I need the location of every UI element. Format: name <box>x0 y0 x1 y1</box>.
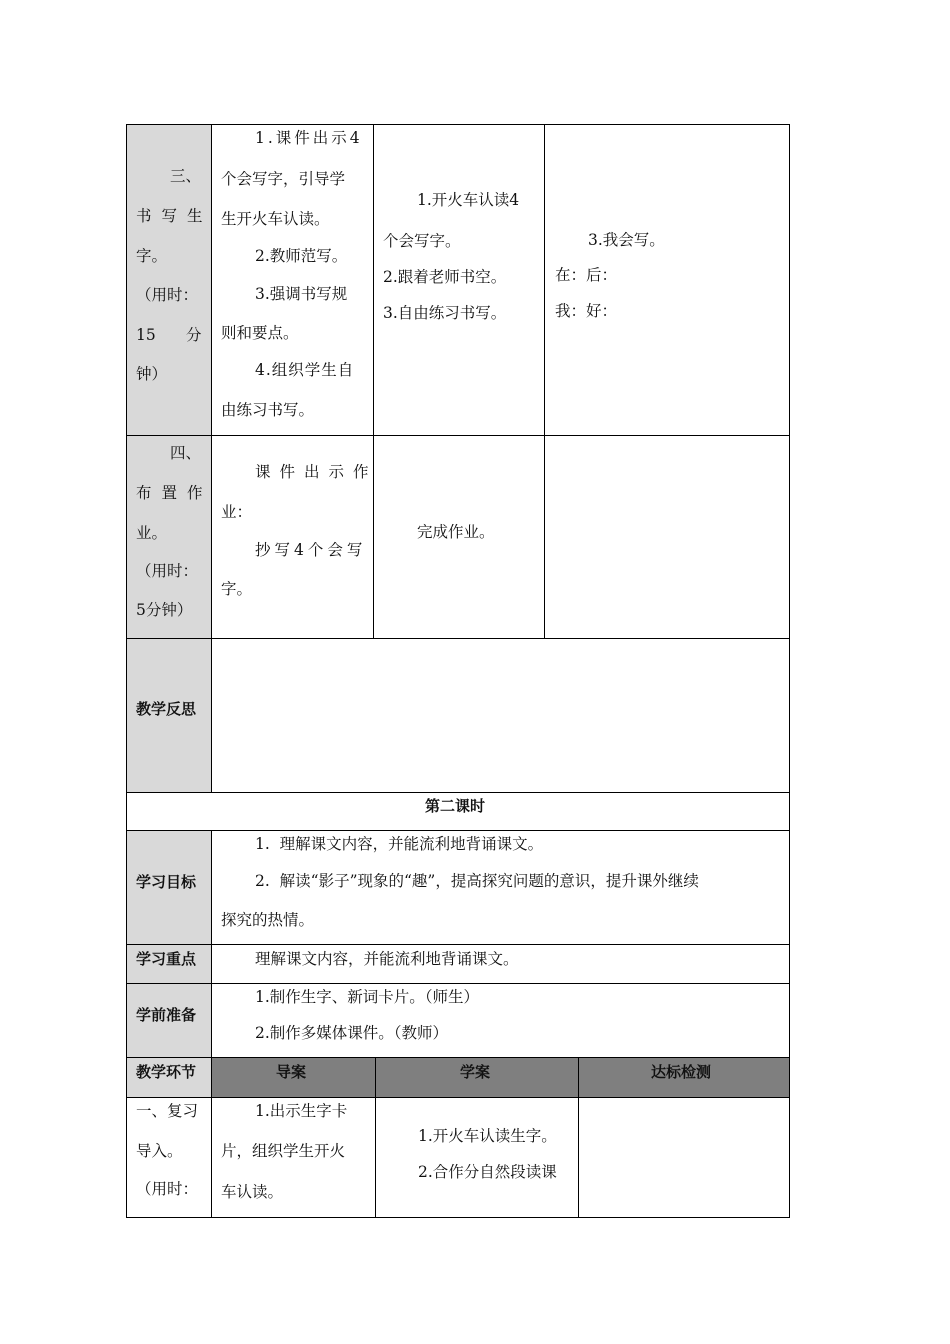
study-text: 2.合作分自然段读课 <box>418 1163 557 1181</box>
stage-label: 业。 <box>136 524 168 542</box>
guide-text: 2.教师范写。 <box>255 247 348 265</box>
header-check: 达标检测 <box>651 1063 712 1081</box>
time-value: 15 <box>136 326 156 344</box>
study-text: 3.自由练习书写。 <box>383 304 507 322</box>
study-text: 1.开火车认读生字。 <box>418 1127 557 1145</box>
goals-label: 学习目标 <box>136 873 197 891</box>
grid-line <box>126 1217 790 1218</box>
stage-label: 布置作 <box>136 484 213 502</box>
check-text: 我：好： <box>555 302 618 320</box>
guide-text: 生开火车认读。 <box>221 210 330 228</box>
grid-line <box>126 983 790 984</box>
study-text: 完成作业。 <box>417 523 495 541</box>
key-label: 学习重点 <box>136 950 197 968</box>
time-label: 钟） <box>136 365 168 383</box>
time-label: （用时： <box>136 286 199 304</box>
grid-line <box>578 1057 579 1218</box>
check-text: 3.我会写。 <box>588 231 665 249</box>
key-text: 理解课文内容，并能流利地背诵课文。 <box>255 950 519 968</box>
study-text: 2.跟着老师书空。 <box>383 268 507 286</box>
guide-text: 1.课件出示4 <box>255 129 363 147</box>
grid-line <box>126 1057 790 1058</box>
grid-line <box>126 638 790 639</box>
header-guide: 导案 <box>276 1063 307 1081</box>
grid-line <box>126 1097 790 1098</box>
guide-text: 则和要点。 <box>221 324 299 342</box>
grid-line <box>211 830 212 1218</box>
guide-text: 1.出示生字卡 <box>255 1102 348 1120</box>
guide-text: 个会写字，引导学 <box>221 170 346 188</box>
grid-line <box>126 124 127 1218</box>
goal-item: 1. 理解课文内容，并能流利地背诵课文。 <box>255 835 544 853</box>
stage-label: 导入。 <box>136 1142 183 1160</box>
grid-line <box>126 124 790 125</box>
prep-item: 2.制作多媒体课件。（教师） <box>255 1024 449 1042</box>
guide-text: 片，组织学生开火 <box>221 1142 346 1160</box>
header-stage: 教学环节 <box>136 1063 197 1081</box>
guide-text: 车认读。 <box>221 1183 284 1201</box>
guide-text: 字。 <box>221 580 253 598</box>
grid-line <box>126 792 790 793</box>
grid-line <box>544 124 545 638</box>
stage-label: 一、复习 <box>136 1102 199 1120</box>
time-unit: 分 <box>186 326 202 344</box>
prep-label: 学前准备 <box>136 1006 197 1024</box>
guide-text: 3.强调书写规 <box>255 285 348 303</box>
stage-label: 三、 <box>170 167 202 185</box>
reflection-label: 教学反思 <box>136 700 197 718</box>
prep-item: 1.制作生字、新词卡片。（师生） <box>255 988 480 1006</box>
goal-item: 探究的热情。 <box>221 911 315 929</box>
time-label: （用时： <box>136 562 199 580</box>
stage-label <box>136 206 213 226</box>
stage-label-text: 书写生 <box>136 207 213 225</box>
guide-text: 抄写4个会写 <box>255 541 367 559</box>
stage-label: 四、 <box>170 444 202 462</box>
study-text: 1.开火车认读4 <box>417 191 520 209</box>
goal-item: 2. 解读“影子”现象的“趣”，提高探究问题的意识，提升课外继续 <box>255 872 699 890</box>
grid-line <box>789 124 790 1218</box>
header-study: 学案 <box>460 1063 491 1081</box>
guide-text: 4.组织学生自 <box>255 361 355 379</box>
grid-line <box>126 944 790 945</box>
guide-text: 课件出示作 <box>255 463 378 481</box>
lesson2-title: 第二课时 <box>425 797 486 815</box>
stage-label: 字。 <box>136 247 168 265</box>
grid-line <box>126 435 790 436</box>
grid-line <box>373 124 374 638</box>
guide-text: 业： <box>221 503 253 521</box>
check-text: 在：后： <box>555 266 618 284</box>
time-label: 5分钟） <box>136 601 193 619</box>
time-label: （用时： <box>136 1180 199 1198</box>
guide-text: 由练习书写。 <box>221 401 315 419</box>
grid-line <box>126 830 790 831</box>
study-text: 个会写字。 <box>383 232 461 250</box>
grid-line <box>375 1057 376 1218</box>
